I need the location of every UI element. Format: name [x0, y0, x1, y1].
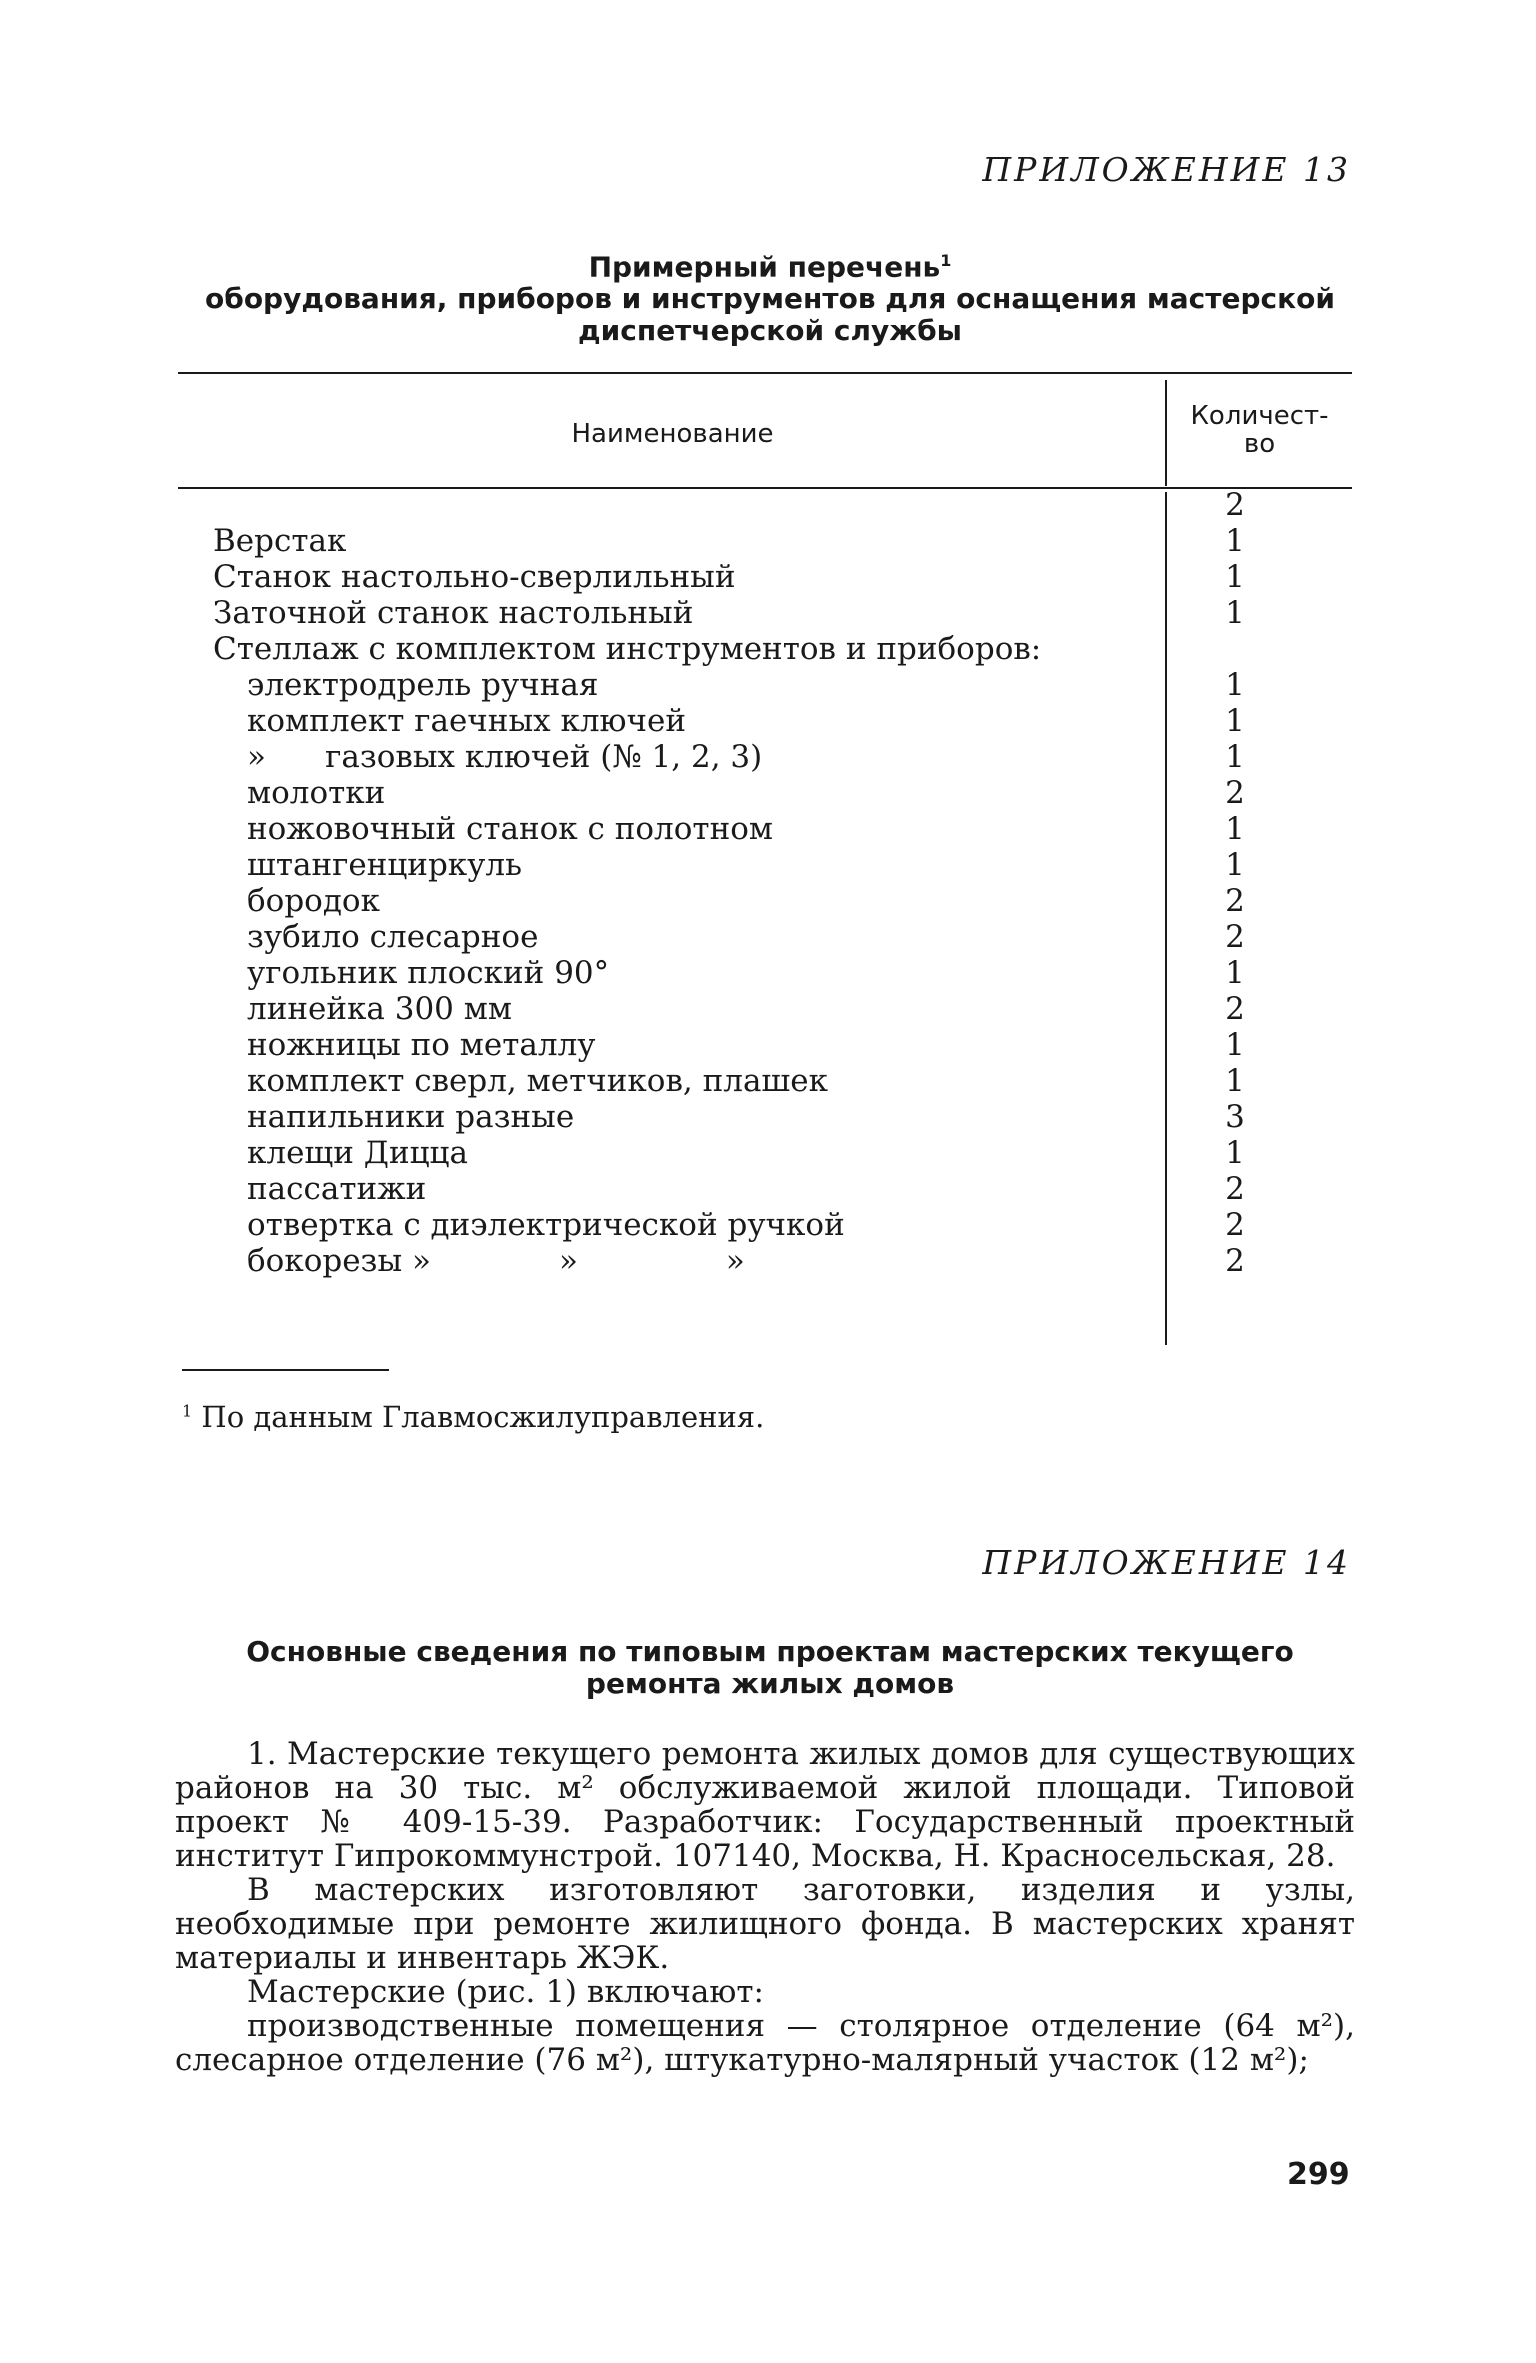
item-qty: 2 — [1225, 919, 1245, 955]
paragraph-3: Мастерские (рис. 1) включают: — [247, 1974, 764, 2010]
table-row — [0, 1171, 1536, 1207]
item-qty: 1 — [1225, 739, 1245, 775]
item-name: клещи Дицца — [247, 1135, 468, 1171]
page-number: 299 — [1287, 2157, 1350, 2192]
item-qty: 1 — [1225, 955, 1245, 991]
table-row — [0, 1063, 1536, 1099]
item-name: Станок настольно-сверлильный — [213, 559, 736, 595]
table-row — [0, 739, 1536, 775]
table-row — [0, 595, 1536, 631]
column-header-qty — [1172, 402, 1347, 458]
header-bottom-rule — [178, 487, 1352, 489]
item-name: » газовых ключей (№ 1, 2, 3) — [247, 739, 763, 775]
table-row — [0, 883, 1536, 919]
title-line-2: оборудования, приборов и инструментов для оснащения мастерской — [205, 282, 1335, 316]
item-name: ножницы по металлу — [247, 1027, 596, 1063]
item-name: пассатижи — [247, 1171, 427, 1207]
table-row — [0, 1207, 1536, 1243]
item-qty: 1 — [1225, 1063, 1245, 1099]
item-name: ножовочный станок с полотном — [247, 811, 774, 847]
footnote-text: По данным Главмосжилуправления. — [201, 1400, 765, 1434]
table-row — [0, 847, 1536, 883]
column-header-qty-line1: Количест- — [1190, 401, 1329, 431]
table-row — [0, 559, 1536, 595]
table-row — [0, 703, 1536, 739]
item-name: комплект гаечных ключей — [247, 703, 687, 739]
item-qty: 1 — [1225, 523, 1245, 559]
table-row — [0, 811, 1536, 847]
table-row — [0, 1099, 1536, 1135]
item-name: угольник плоский 90° — [247, 955, 610, 991]
item-name: молотки — [247, 775, 386, 811]
item-name: зубило слесарное — [247, 919, 539, 955]
column-header-name: Наименование — [571, 419, 774, 449]
item-name: комплект сверл, метчиков, плашек — [247, 1063, 828, 1099]
item-qty: 1 — [1225, 1027, 1245, 1063]
table-row — [0, 919, 1536, 955]
table-row — [0, 1135, 1536, 1171]
item-name: бородок — [247, 883, 380, 919]
item-name: штангенциркуль — [247, 847, 522, 883]
paragraph-2: В мастерских изготовляют заготовки, изделия и узлы, необходимые при ремонте жилищного фонда. В мастерских хранят материалы и инвентарь ЖЭК. — [175, 1872, 1355, 1976]
table-row — [0, 955, 1536, 991]
item-qty: 1 — [1225, 559, 1245, 595]
header-column-divider — [1165, 380, 1167, 486]
item-qty: 1 — [1225, 811, 1245, 847]
item-qty: 2 — [1225, 775, 1245, 811]
appendix-14-label: ПРИЛОЖЕНИЕ 14 — [982, 1543, 1351, 1582]
table-row — [0, 667, 1536, 703]
title14-line-2: ремонта жилых домов — [585, 1667, 955, 1700]
table-row — [0, 1243, 1536, 1279]
title-footnote-mark: 1 — [940, 251, 952, 270]
appendix-13-title — [175, 245, 1365, 347]
appendix-14-title — [175, 1636, 1365, 1700]
table-row — [0, 523, 1536, 559]
item-qty: 2 — [1225, 1207, 1245, 1243]
paragraph-1: 1. Мастерские текущего ремонта жилых домов для существующих районов на 30 тыс. м² обслуживаемой жилой площади. Типовой проект № 409-15-39. Разработчик: Государственный проектный институт Гипрокоммунстрой. 107140, Москва, Н. Красносельская, 28. — [175, 1736, 1355, 1874]
top-quantity: 2 — [1225, 487, 1245, 523]
paragraph-4: производственные помещения — столярное отделение (64 м²), слесарное отделение (76 м²), штукатурно-малярный участок (12 м²); — [175, 2008, 1355, 2078]
title-line-1: Примерный перечень — [588, 250, 941, 284]
item-name: напильники разные — [247, 1099, 575, 1135]
table-row — [0, 775, 1536, 811]
table-top-rule — [178, 372, 1352, 374]
item-qty: 2 — [1225, 1243, 1245, 1279]
footnote-mark: 1 — [182, 1401, 193, 1421]
item-name: линейка 300 мм — [247, 991, 512, 1027]
item-qty: 1 — [1225, 1135, 1245, 1171]
item-qty: 3 — [1225, 1099, 1245, 1135]
title14-line-1: Основные сведения по типовым проектам мастерских текущего — [246, 1635, 1294, 1668]
item-qty: 1 — [1225, 703, 1245, 739]
item-qty: 1 — [1225, 667, 1245, 703]
item-name: электродрель ручная — [247, 667, 599, 703]
item-qty: 2 — [1225, 991, 1245, 1027]
item-qty: 2 — [1225, 1171, 1245, 1207]
item-qty: 1 — [1225, 847, 1245, 883]
item-name: бокорезы » » » — [247, 1243, 745, 1279]
footnote-rule — [182, 1369, 389, 1371]
item-qty: 2 — [1225, 883, 1245, 919]
appendix-13-label: ПРИЛОЖЕНИЕ 13 — [982, 150, 1351, 189]
item-name: отвертка с диэлектрической ручкой — [247, 1207, 845, 1243]
item-name: Стеллаж с комплектом инструментов и приборов: — [213, 631, 1042, 667]
footnote — [182, 1400, 764, 1434]
table-row — [0, 631, 1536, 667]
title-line-3: диспетчерской службы — [578, 314, 962, 348]
table-row — [0, 991, 1536, 1027]
table-row — [0, 1027, 1536, 1063]
appendix-14-body — [175, 1737, 1355, 2077]
column-header-qty-line2: во — [1243, 429, 1276, 459]
item-name: Заточной станок настольный — [213, 595, 694, 631]
item-qty: 1 — [1225, 595, 1245, 631]
item-name: Верстак — [213, 523, 347, 559]
